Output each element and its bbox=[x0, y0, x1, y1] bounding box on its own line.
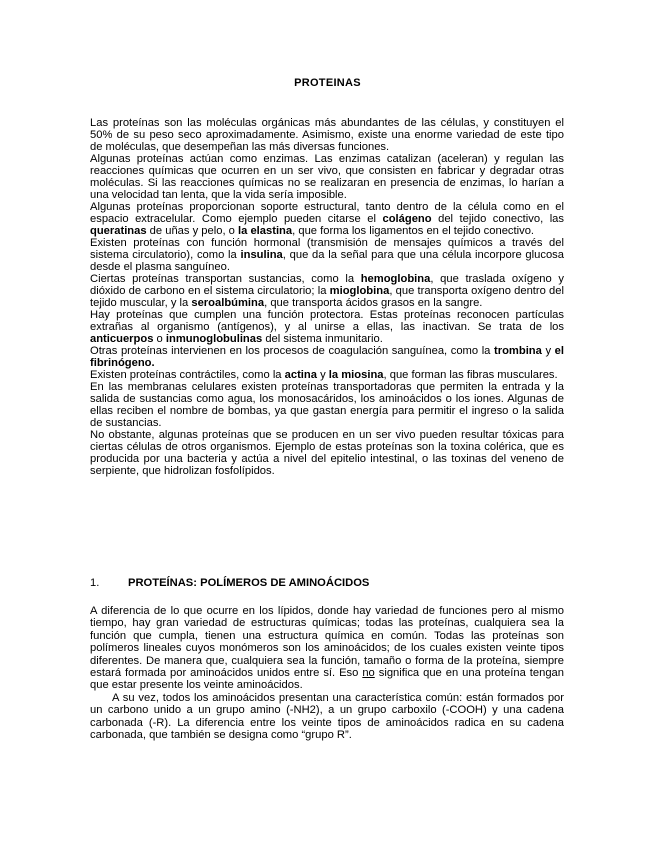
bold-term: mioglobina bbox=[329, 285, 390, 297]
text-run: o bbox=[153, 333, 166, 345]
paragraph bbox=[90, 429, 564, 477]
bold-term: la elastina bbox=[238, 225, 293, 237]
section-body bbox=[90, 605, 564, 741]
paragraph bbox=[90, 345, 564, 369]
text-run: Existen proteínas con función hormonal (transmisión de mensajes químicos a través del sistema circulatorio), como la bbox=[90, 237, 564, 261]
text-run: , que forman las fibras musculares. bbox=[383, 369, 558, 381]
bold-term: seroalbúmina bbox=[191, 297, 265, 309]
underlined-text: no bbox=[362, 667, 375, 680]
paragraph bbox=[90, 369, 564, 381]
paragraph bbox=[90, 153, 564, 201]
text-run: A diferencia de lo que ocurre en los lípidos, donde hay variedad de funciones pero al mismo tiempo, hay gran variedad de estructuras químicas; todas las proteínas, cualquiera sea la función que cumpla, tienen una estructura química en común. Todas las proteínas son polímeros lineales cuyos monómeros son los aminoácidos; de los cuales existen veinte tipos diferentes. De manera que, cualquiera sea la función, tamaño o forma de la proteína, siempre estará formada por aminoácidos unidos entre sí. Eso bbox=[90, 605, 564, 680]
text-run: , que traslada oxígeno y dióxido de carbono en el sistema circulatorio; la bbox=[90, 273, 564, 297]
section-heading bbox=[90, 577, 564, 589]
text-run: Las proteínas son las moléculas orgánicas más abundantes de las células, y constituyen el 50% de su peso seco aproximadamente. Asimismo, existe una enorme variedad de este tipo de moléculas, que desempeñan las más diversas funciones. bbox=[90, 117, 564, 153]
text-run: Ciertas proteínas transportan sustancias, como la bbox=[90, 273, 361, 285]
bold-term: el fibrinógeno. bbox=[90, 345, 564, 369]
text-run: de uñas y pelo, o bbox=[146, 225, 239, 237]
text-run: y bbox=[316, 369, 329, 381]
text-run: , que da la señal para que una célula incorpore glucosa desde el plasma sanguíneo. bbox=[90, 249, 564, 273]
intro-section bbox=[90, 117, 564, 477]
bold-term: inmunoglobulinas bbox=[165, 333, 263, 345]
text-run: En las membranas celulares existen proteínas transportadoras que permiten la entrada y la salida de sustancias como agua, los monosacáridos, los aminoácidos o los iones. Algunas de ellas reciben el nombre de bombas, ya que gastan energía para permitir el ingreso o la salida de sustancias. bbox=[90, 381, 564, 429]
bold-term: anticuerpos bbox=[90, 333, 154, 345]
paragraph bbox=[90, 692, 564, 742]
paragraph bbox=[90, 381, 564, 429]
paragraph bbox=[90, 273, 564, 309]
bold-term: actina bbox=[284, 369, 317, 381]
text-run: Existen proteínas contráctiles, como la bbox=[90, 369, 285, 381]
bold-term: trombina bbox=[494, 345, 542, 357]
text-run: , que forma los ligamentos en el tejido conectivo. bbox=[292, 225, 535, 237]
bold-term: hemoglobina bbox=[360, 273, 431, 285]
text-run: , que transporta oxígeno dentro del tejido muscular, y la bbox=[90, 285, 564, 309]
text-run: No obstante, algunas proteínas que se producen en un ser vivo pueden resultar tóxicas para ciertas células de otros organismos. Ejemplo de estas proteínas son la toxina colérica, que es producida por una bacteria y actúa a nivel del epitelio intestinal, o las toxinas del veneno de serpiente, que hidrolizan fosfolípidos. bbox=[90, 429, 564, 477]
text-run: Algunas proteínas actúan como enzimas. Las enzimas catalizan (aceleran) y regulan las reacciones químicas que ocurren en un ser vivo, que consisten en fabricar y degradar otras moléculas. Si las reacciones químicas no se realizaran en presencia de enzimas, lo harían a una velocidad tan lenta, que la vida sería imposible. bbox=[90, 153, 564, 201]
section-number: 1. bbox=[90, 577, 100, 589]
text-run: Otras proteínas intervienen en los procesos de coagulación sanguínea, como la bbox=[90, 345, 494, 357]
text-run: Hay proteínas que cumplen una función protectora. Estas proteínas reconocen partículas extrañas al organismo (antígenos), y al unirse a ellas, las inactivan. Se trata de los bbox=[90, 309, 564, 333]
bold-term: insulina bbox=[240, 249, 283, 261]
paragraph bbox=[90, 117, 564, 153]
text-run: del tejido conectivo, las bbox=[431, 213, 564, 225]
text-run: y bbox=[541, 345, 555, 357]
bold-term: queratinas bbox=[90, 225, 147, 237]
paragraph bbox=[90, 605, 564, 692]
bold-term: colágeno bbox=[382, 213, 432, 225]
paragraph bbox=[90, 309, 564, 345]
text-run: del sistema inmunitario. bbox=[262, 333, 383, 345]
page-title: PROTEINAS bbox=[294, 77, 361, 89]
section-title: PROTEÍNAS: POLÍMEROS DE AMINOÁCIDOS bbox=[128, 577, 370, 589]
text-run: A su vez, todos los aminoácidos presentan una característica común: están formados por un carbono unido a un grupo amino (-NH2), a un grupo carboxilo (-COOH) y una cadena carbonada (-R). La diferencia entre los veinte tipos de aminoácidos radica en su cadena carbonada, que también se designa como “grupo R”. bbox=[90, 691, 564, 742]
bold-term: la miosina bbox=[328, 369, 384, 381]
paragraph bbox=[90, 201, 564, 237]
text-run: Algunas proteínas proporcionan soporte estructural, tanto dentro de la célula como en el espacio extracelular. Como ejemplo pueden citarse el bbox=[90, 201, 564, 225]
paragraph bbox=[90, 237, 564, 273]
text-run: significa que en una proteína tengan que estar presente los veinte aminoácidos. bbox=[90, 667, 564, 692]
text-run: , que transporta ácidos grasos en la sangre. bbox=[264, 297, 483, 309]
